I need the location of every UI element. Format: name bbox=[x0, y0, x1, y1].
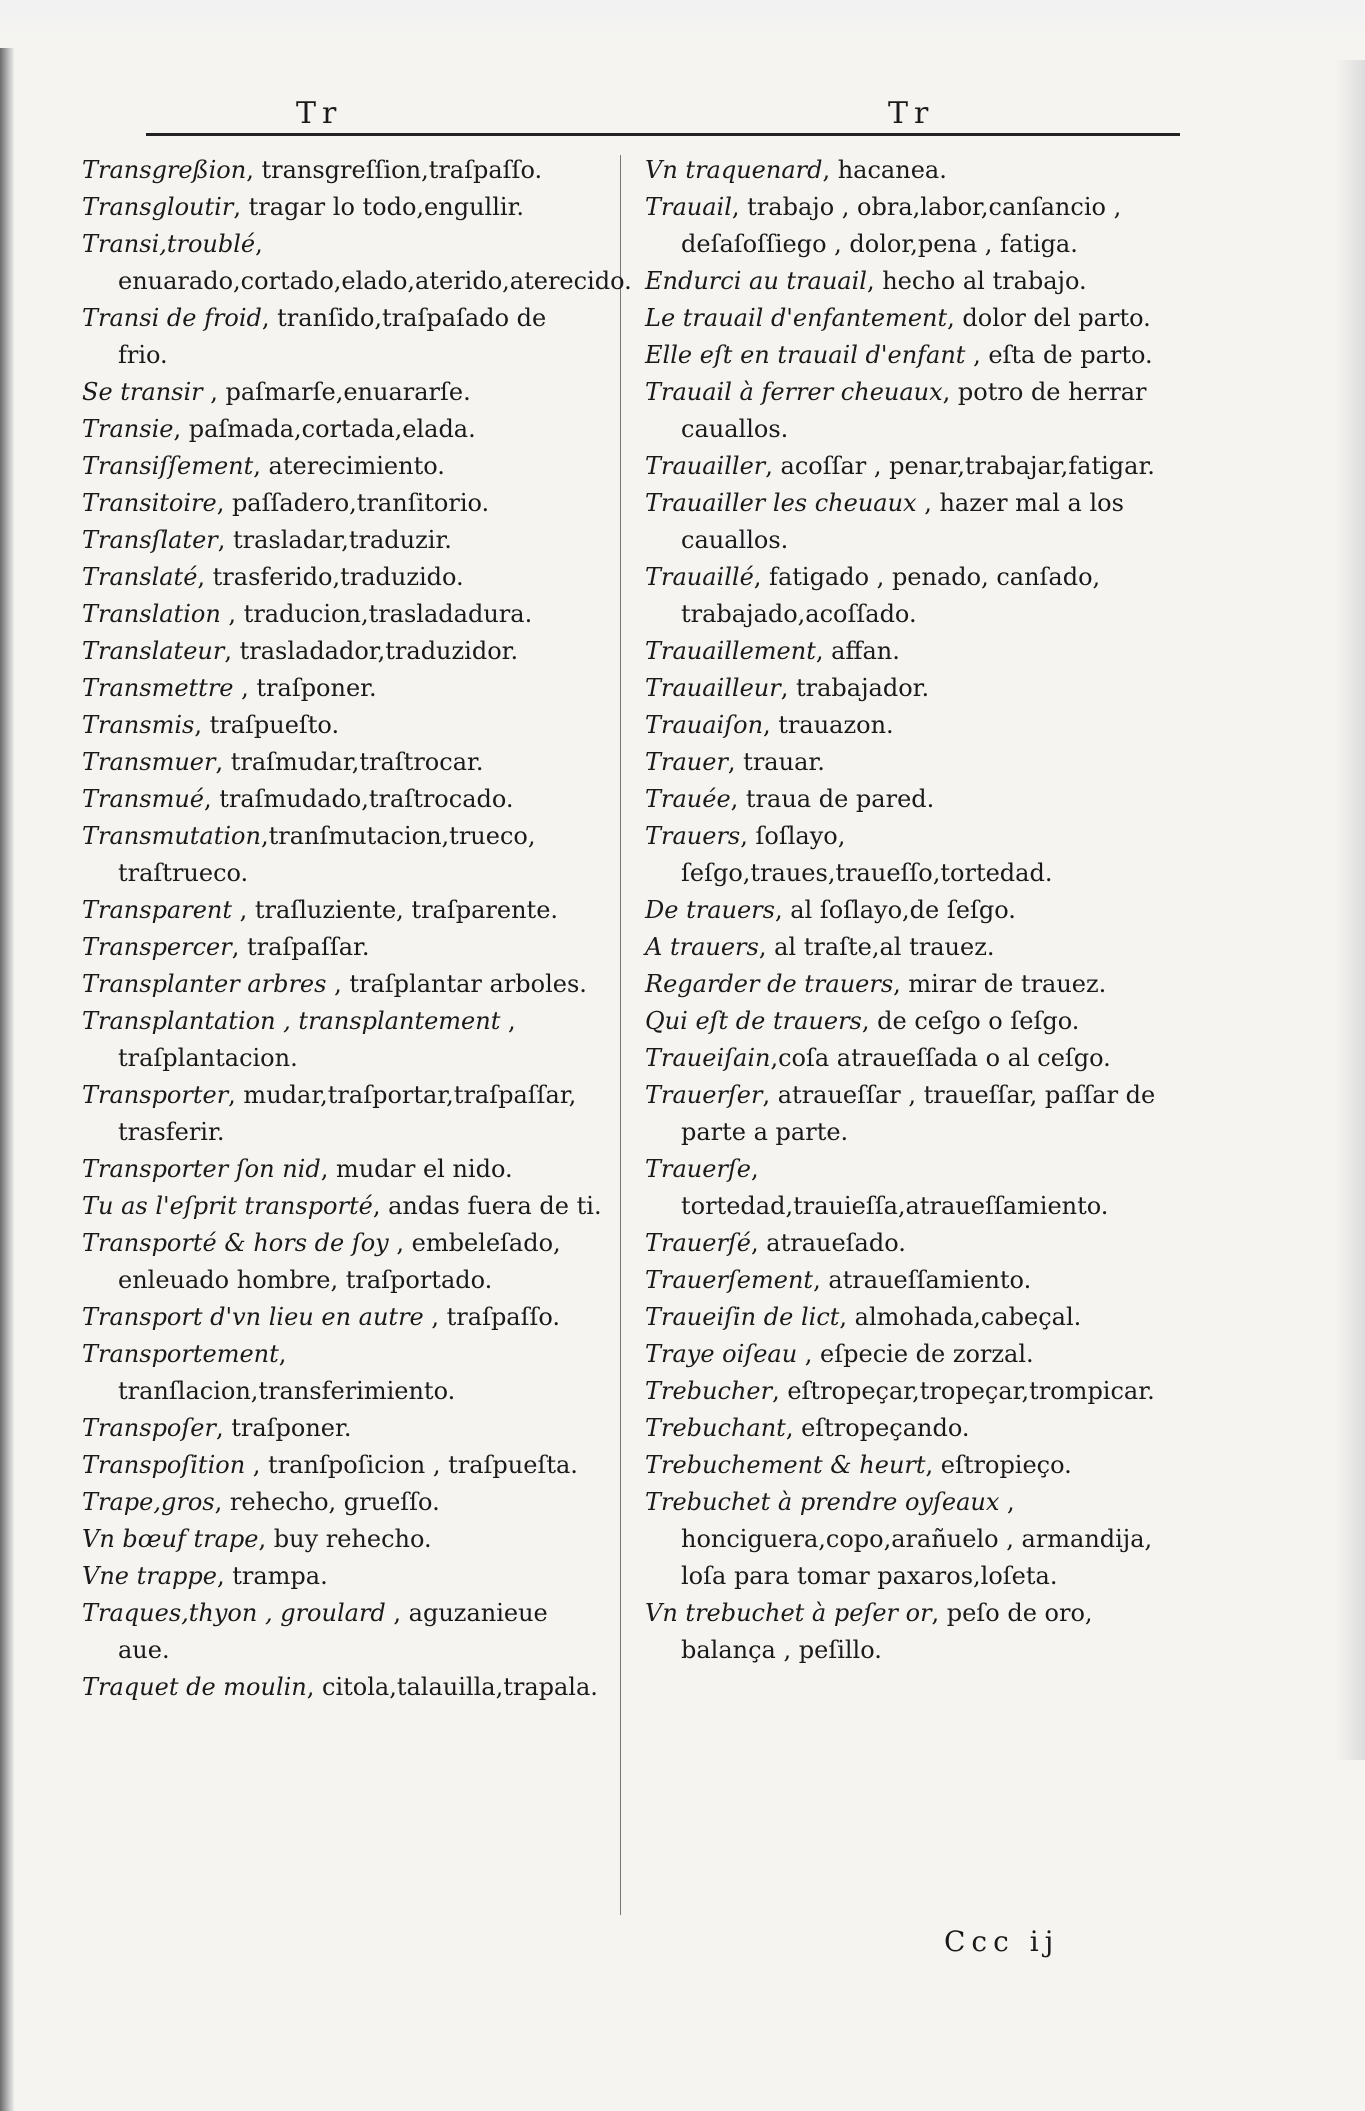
spanish-definition: , trabajador. bbox=[780, 674, 930, 702]
spanish-definition: , ſoſlayo, ſeſgo,traues,traueſſo,tortedad. bbox=[681, 822, 1053, 887]
french-headword: Translaté bbox=[82, 563, 198, 591]
dictionary-entry bbox=[645, 1373, 1185, 1410]
page-top-margin bbox=[0, 0, 1365, 48]
spanish-definition: , dolor del parto. bbox=[947, 304, 1151, 332]
french-headword: Vn trebuchet à peſer or bbox=[645, 1599, 932, 1627]
spanish-definition: , aterecimiento. bbox=[253, 452, 445, 480]
running-head-left: Tr bbox=[296, 96, 343, 131]
french-headword: Transparent bbox=[82, 896, 233, 924]
dictionary-entry bbox=[82, 189, 602, 226]
dictionary-entry bbox=[82, 1595, 602, 1669]
spanish-definition: ,tranſmutacion,trueco, traſtrueco. bbox=[118, 822, 536, 887]
french-headword: Transport d'vn lieu en autre bbox=[82, 1303, 424, 1331]
spanish-definition: , traſplantar arboles. bbox=[326, 970, 587, 998]
dictionary-entry bbox=[82, 1336, 602, 1410]
french-headword: Transpoſer bbox=[82, 1414, 216, 1442]
page-right-edge bbox=[1335, 60, 1365, 1760]
french-headword: Traques,thyon , groulard bbox=[82, 1599, 386, 1627]
dictionary-entry bbox=[82, 522, 602, 559]
french-headword: Trebuchement & heurt bbox=[645, 1451, 926, 1479]
spanish-definition: , eſtropieço. bbox=[925, 1451, 1072, 1479]
dictionary-entry bbox=[82, 1003, 602, 1077]
spanish-definition: , trasladador,traduzidor. bbox=[224, 637, 519, 665]
column-divider bbox=[620, 155, 621, 1915]
french-headword: Trape,gros bbox=[82, 1488, 215, 1516]
spanish-definition: , al traſte,al trauez. bbox=[758, 933, 995, 961]
dictionary-entry bbox=[82, 411, 602, 448]
spanish-definition: , acoſſar , penar,trabajar,fatigar. bbox=[765, 452, 1155, 480]
dictionary-entry bbox=[645, 1040, 1185, 1077]
dictionary-entry bbox=[645, 670, 1185, 707]
header-rule bbox=[146, 133, 1180, 136]
spanish-definition: , hecho al trabajo. bbox=[866, 267, 1087, 295]
spanish-definition: , traducion,trasladadura. bbox=[220, 600, 533, 628]
french-headword: Transportement bbox=[82, 1340, 279, 1368]
dictionary-entry bbox=[82, 1077, 602, 1151]
spanish-definition: , embeleſado, enleuado hombre, traſportado. bbox=[118, 1229, 561, 1294]
french-headword: Trauer bbox=[645, 748, 728, 776]
dictionary-entry bbox=[645, 1484, 1185, 1595]
french-headword: Transi de froid bbox=[82, 304, 262, 332]
spanish-definition: , paſmada,cortada,elada. bbox=[173, 415, 476, 443]
dictionary-entry bbox=[82, 1151, 602, 1188]
french-headword: Se transir bbox=[82, 378, 203, 406]
spanish-definition: , trasferido,traduzido. bbox=[197, 563, 464, 591]
spanish-definition: , atraueſſamiento. bbox=[813, 1266, 1032, 1294]
french-headword: Transiſſement bbox=[82, 452, 254, 480]
dictionary-entry bbox=[645, 485, 1185, 559]
spanish-definition: , trasladar,traduzir. bbox=[217, 526, 452, 554]
dictionary-entry bbox=[82, 818, 602, 892]
spanish-definition: , traſpueſto. bbox=[194, 711, 340, 739]
french-headword: Trauaiſon bbox=[645, 711, 764, 739]
spanish-definition: , eſta de parto. bbox=[965, 341, 1153, 369]
french-headword: Transplantation , transplantement bbox=[82, 1007, 501, 1035]
spanish-definition: , tranſpoſicion , traſpueſta. bbox=[245, 1451, 578, 1479]
dictionary-entry bbox=[645, 152, 1185, 189]
spanish-definition: , atraueſado. bbox=[751, 1229, 906, 1257]
french-headword: Endurci au trauail bbox=[645, 267, 867, 295]
dictionary-entry bbox=[645, 707, 1185, 744]
dictionary-entry bbox=[82, 1299, 602, 1336]
dictionary-entry bbox=[82, 559, 602, 596]
spanish-definition: , paſmarſe,enuararſe. bbox=[202, 378, 471, 406]
dictionary-entry bbox=[645, 1077, 1185, 1151]
spanish-definition: , peſo de oro, balança , peſillo. bbox=[681, 1599, 1093, 1664]
french-headword: Transgloutir bbox=[82, 193, 234, 221]
spanish-definition: ,coſa atraueſſada o al ceſgo. bbox=[770, 1044, 1111, 1072]
french-headword: Traquet de moulin bbox=[82, 1673, 307, 1701]
left-column bbox=[82, 152, 632, 1706]
dictionary-entry bbox=[82, 448, 602, 485]
spanish-definition: , potro de herrar cauallos. bbox=[681, 378, 1147, 443]
dictionary-entry bbox=[645, 448, 1185, 485]
french-headword: A trauers bbox=[645, 933, 759, 961]
spanish-definition: , trauar. bbox=[727, 748, 825, 776]
french-headword: Vn traquenard bbox=[645, 156, 823, 184]
dictionary-entry bbox=[82, 1188, 602, 1225]
dictionary-entry bbox=[82, 744, 602, 781]
dictionary-entry bbox=[645, 263, 1185, 300]
dictionary-entry bbox=[645, 929, 1185, 966]
spanish-definition: , fatigado , penado, canſado, trabajado,acoſſado. bbox=[681, 563, 1101, 628]
dictionary-entry bbox=[645, 1447, 1185, 1484]
dictionary-entry bbox=[82, 1447, 602, 1484]
french-headword: Transplanter arbres bbox=[82, 970, 327, 998]
dictionary-entry bbox=[82, 1410, 602, 1447]
french-headword: Trauerſé bbox=[645, 1229, 752, 1257]
spanish-definition: , andas fuera de ti. bbox=[372, 1192, 602, 1220]
spanish-definition: , rehecho, grueſſo. bbox=[214, 1488, 440, 1516]
dictionary-entry bbox=[645, 1225, 1185, 1262]
dictionary-entry bbox=[82, 374, 602, 411]
spanish-definition: , eſtropeçar,tropeçar,trompicar. bbox=[772, 1377, 1155, 1405]
dictionary-entry bbox=[82, 892, 602, 929]
spanish-definition: , hacanea. bbox=[822, 156, 947, 184]
french-headword: Transpoſition bbox=[82, 1451, 246, 1479]
french-headword: Transie bbox=[82, 415, 174, 443]
dictionary-entry bbox=[82, 1484, 602, 1521]
french-headword: Transporter bbox=[82, 1081, 229, 1109]
dictionary-entry bbox=[645, 374, 1185, 448]
spanish-definition: , transgreſſion,traſpaſſo. bbox=[246, 156, 543, 184]
spanish-definition: , traſplantacion. bbox=[118, 1007, 516, 1072]
french-headword: Trauaillé bbox=[645, 563, 754, 591]
spanish-definition: , traſpaſſar. bbox=[231, 933, 370, 961]
spanish-definition: , almohada,cabeçal. bbox=[839, 1303, 1082, 1331]
spanish-definition: , al ſoſlayo,de ſeſgo. bbox=[774, 896, 1016, 924]
dictionary-entry bbox=[82, 300, 602, 374]
dictionary-entry bbox=[82, 226, 632, 300]
spanish-definition: , affan. bbox=[815, 637, 900, 665]
spanish-definition: , mudar,traſportar,traſpaſſar, trasferir. bbox=[118, 1081, 577, 1146]
french-headword: Vn bœuf trape bbox=[82, 1525, 259, 1553]
spanish-definition: , de ceſgo o ſeſgo. bbox=[861, 1007, 1080, 1035]
french-headword: Trebuchet à prendre oyſeaux bbox=[645, 1488, 1000, 1516]
spanish-definition: , buy rehecho. bbox=[258, 1525, 432, 1553]
french-headword: Trauerſe bbox=[645, 1155, 752, 1183]
dictionary-entry bbox=[82, 929, 602, 966]
french-headword: Transmuer bbox=[82, 748, 216, 776]
dictionary-entry bbox=[645, 559, 1185, 633]
spanish-definition: , traſmudado,traſtrocado. bbox=[203, 785, 514, 813]
spanish-definition: , hazer mal a los cauallos. bbox=[681, 489, 1124, 554]
page-left-shadow bbox=[0, 48, 14, 2111]
french-headword: Transſlater bbox=[82, 526, 218, 554]
dictionary-entry bbox=[645, 781, 1185, 818]
spanish-definition: , eſpecie de zorzal. bbox=[797, 1340, 1034, 1368]
dictionary-entry bbox=[645, 966, 1185, 1003]
dictionary-entry bbox=[645, 300, 1185, 337]
dictionary-entry bbox=[82, 633, 602, 670]
running-head-right: Tr bbox=[888, 96, 935, 131]
dictionary-entry bbox=[645, 1262, 1185, 1299]
dictionary-entry bbox=[82, 485, 602, 522]
french-headword: Trauerſement bbox=[645, 1266, 814, 1294]
french-headword: Trauers bbox=[645, 822, 741, 850]
spanish-definition: , trauazon. bbox=[763, 711, 894, 739]
spanish-definition: , traſluziente, traſparente. bbox=[232, 896, 559, 924]
spanish-definition: , traſponer. bbox=[233, 674, 377, 702]
right-column bbox=[645, 152, 1185, 1669]
french-headword: Trauail bbox=[645, 193, 732, 221]
spanish-definition: , tortedad,trauieſſa,atraueſſamiento. bbox=[681, 1155, 1109, 1220]
spanish-definition: , mirar de trauez. bbox=[893, 970, 1107, 998]
dictionary-entry bbox=[645, 1595, 1185, 1669]
spanish-definition: , tranſlacion,transferimiento. bbox=[118, 1340, 456, 1405]
dictionary-entry bbox=[82, 152, 602, 189]
dictionary-entry bbox=[645, 744, 1185, 781]
french-headword: Translation bbox=[82, 600, 221, 628]
french-headword: Transmué bbox=[82, 785, 204, 813]
french-headword: Traueiſain bbox=[645, 1044, 771, 1072]
spanish-definition: , tragar lo todo,engullir. bbox=[233, 193, 525, 221]
spanish-definition: , citola,talauilla,trapala. bbox=[306, 1673, 598, 1701]
dictionary-entry bbox=[645, 1299, 1185, 1336]
dictionary-entry bbox=[645, 337, 1185, 374]
french-headword: Trauée bbox=[645, 785, 731, 813]
dictionary-entry bbox=[82, 1225, 602, 1299]
french-headword: Le trauail d'enfantement bbox=[645, 304, 948, 332]
dictionary-entry bbox=[82, 707, 602, 744]
french-headword: De trauers bbox=[645, 896, 775, 924]
french-headword: Qui eſt de trauers bbox=[645, 1007, 862, 1035]
french-headword: Regarder de trauers bbox=[645, 970, 894, 998]
spanish-definition: , trabajo , obra,labor,canſancio , deſaſoſſiego , dolor,pena , fatiga. bbox=[681, 193, 1122, 258]
french-headword: Elle eſt en trauail d'enfant bbox=[645, 341, 966, 369]
french-headword: Trebuchant bbox=[645, 1414, 786, 1442]
dictionary-entry bbox=[645, 1336, 1185, 1373]
dictionary-entry bbox=[82, 670, 602, 707]
french-headword: Tu as l'eſprit transporté bbox=[82, 1192, 373, 1220]
dictionary-entry bbox=[82, 1521, 602, 1558]
french-headword: Traueiſin de lict bbox=[645, 1303, 840, 1331]
dictionary-entry bbox=[645, 818, 1185, 892]
french-headword: Trauailler les cheuaux bbox=[645, 489, 917, 517]
spanish-definition: , aguzanieue aue. bbox=[118, 1599, 548, 1664]
signature-mark: Ccc ij bbox=[944, 1925, 1060, 1958]
dictionary-entry bbox=[645, 1003, 1185, 1040]
french-headword: Transmis bbox=[82, 711, 195, 739]
dictionary-entry bbox=[645, 892, 1185, 929]
french-headword: Traye oiſeau bbox=[645, 1340, 798, 1368]
french-headword: Trauerſer bbox=[645, 1081, 763, 1109]
french-headword: Vne trappe bbox=[82, 1562, 217, 1590]
spanish-definition: , traua de pared. bbox=[730, 785, 935, 813]
dictionary-entry bbox=[82, 966, 602, 1003]
french-headword: Transporté & hors de ſoy bbox=[82, 1229, 389, 1257]
dictionary-entry bbox=[645, 1151, 1185, 1225]
spanish-definition: , enuarado,cortado,elado,aterido,aterecido. bbox=[118, 230, 632, 295]
dictionary-entry bbox=[82, 1558, 602, 1595]
spanish-definition: , trampa. bbox=[216, 1562, 328, 1590]
french-headword: Transpercer bbox=[82, 933, 232, 961]
dictionary-entry bbox=[645, 1410, 1185, 1447]
spanish-definition: , mudar el nido. bbox=[320, 1155, 513, 1183]
spanish-definition: , traſmudar,traſtrocar. bbox=[215, 748, 484, 776]
dictionary-entry bbox=[82, 596, 602, 633]
french-headword: Transitoire bbox=[82, 489, 217, 517]
dictionary-entry bbox=[82, 1669, 602, 1706]
french-headword: Transporter ſon nid bbox=[82, 1155, 321, 1183]
french-headword: Trebucher bbox=[645, 1377, 773, 1405]
spanish-definition: , honciguera,copo,arañuelo , armandija, loſa para tomar paxaros,loſeta. bbox=[681, 1488, 1153, 1590]
dictionary-entry bbox=[645, 633, 1185, 670]
spanish-definition: , paſſadero,tranſitorio. bbox=[216, 489, 490, 517]
spanish-definition: , eſtropeçando. bbox=[785, 1414, 970, 1442]
french-headword: Transmettre bbox=[82, 674, 234, 702]
dictionary-entry bbox=[82, 781, 602, 818]
spanish-definition: , atraueſſar , traueſſar, paſſar de parte a parte. bbox=[681, 1081, 1156, 1146]
french-headword: Trauaillement bbox=[645, 637, 816, 665]
french-headword: Translateur bbox=[82, 637, 225, 665]
french-headword: Transi,troublé bbox=[82, 230, 256, 258]
french-headword: Trauailleur bbox=[645, 674, 781, 702]
french-headword: Transgreßion bbox=[82, 156, 247, 184]
french-headword: Trauailler bbox=[645, 452, 766, 480]
dictionary-entry bbox=[645, 189, 1185, 263]
spanish-definition: , tranſido,traſpaſado de frio. bbox=[118, 304, 547, 369]
spanish-definition: , traſponer. bbox=[215, 1414, 352, 1442]
french-headword: Trauail à ferrer cheuaux bbox=[645, 378, 943, 406]
french-headword: Transmutation bbox=[82, 822, 261, 850]
spanish-definition: , traſpaſſo. bbox=[423, 1303, 561, 1331]
